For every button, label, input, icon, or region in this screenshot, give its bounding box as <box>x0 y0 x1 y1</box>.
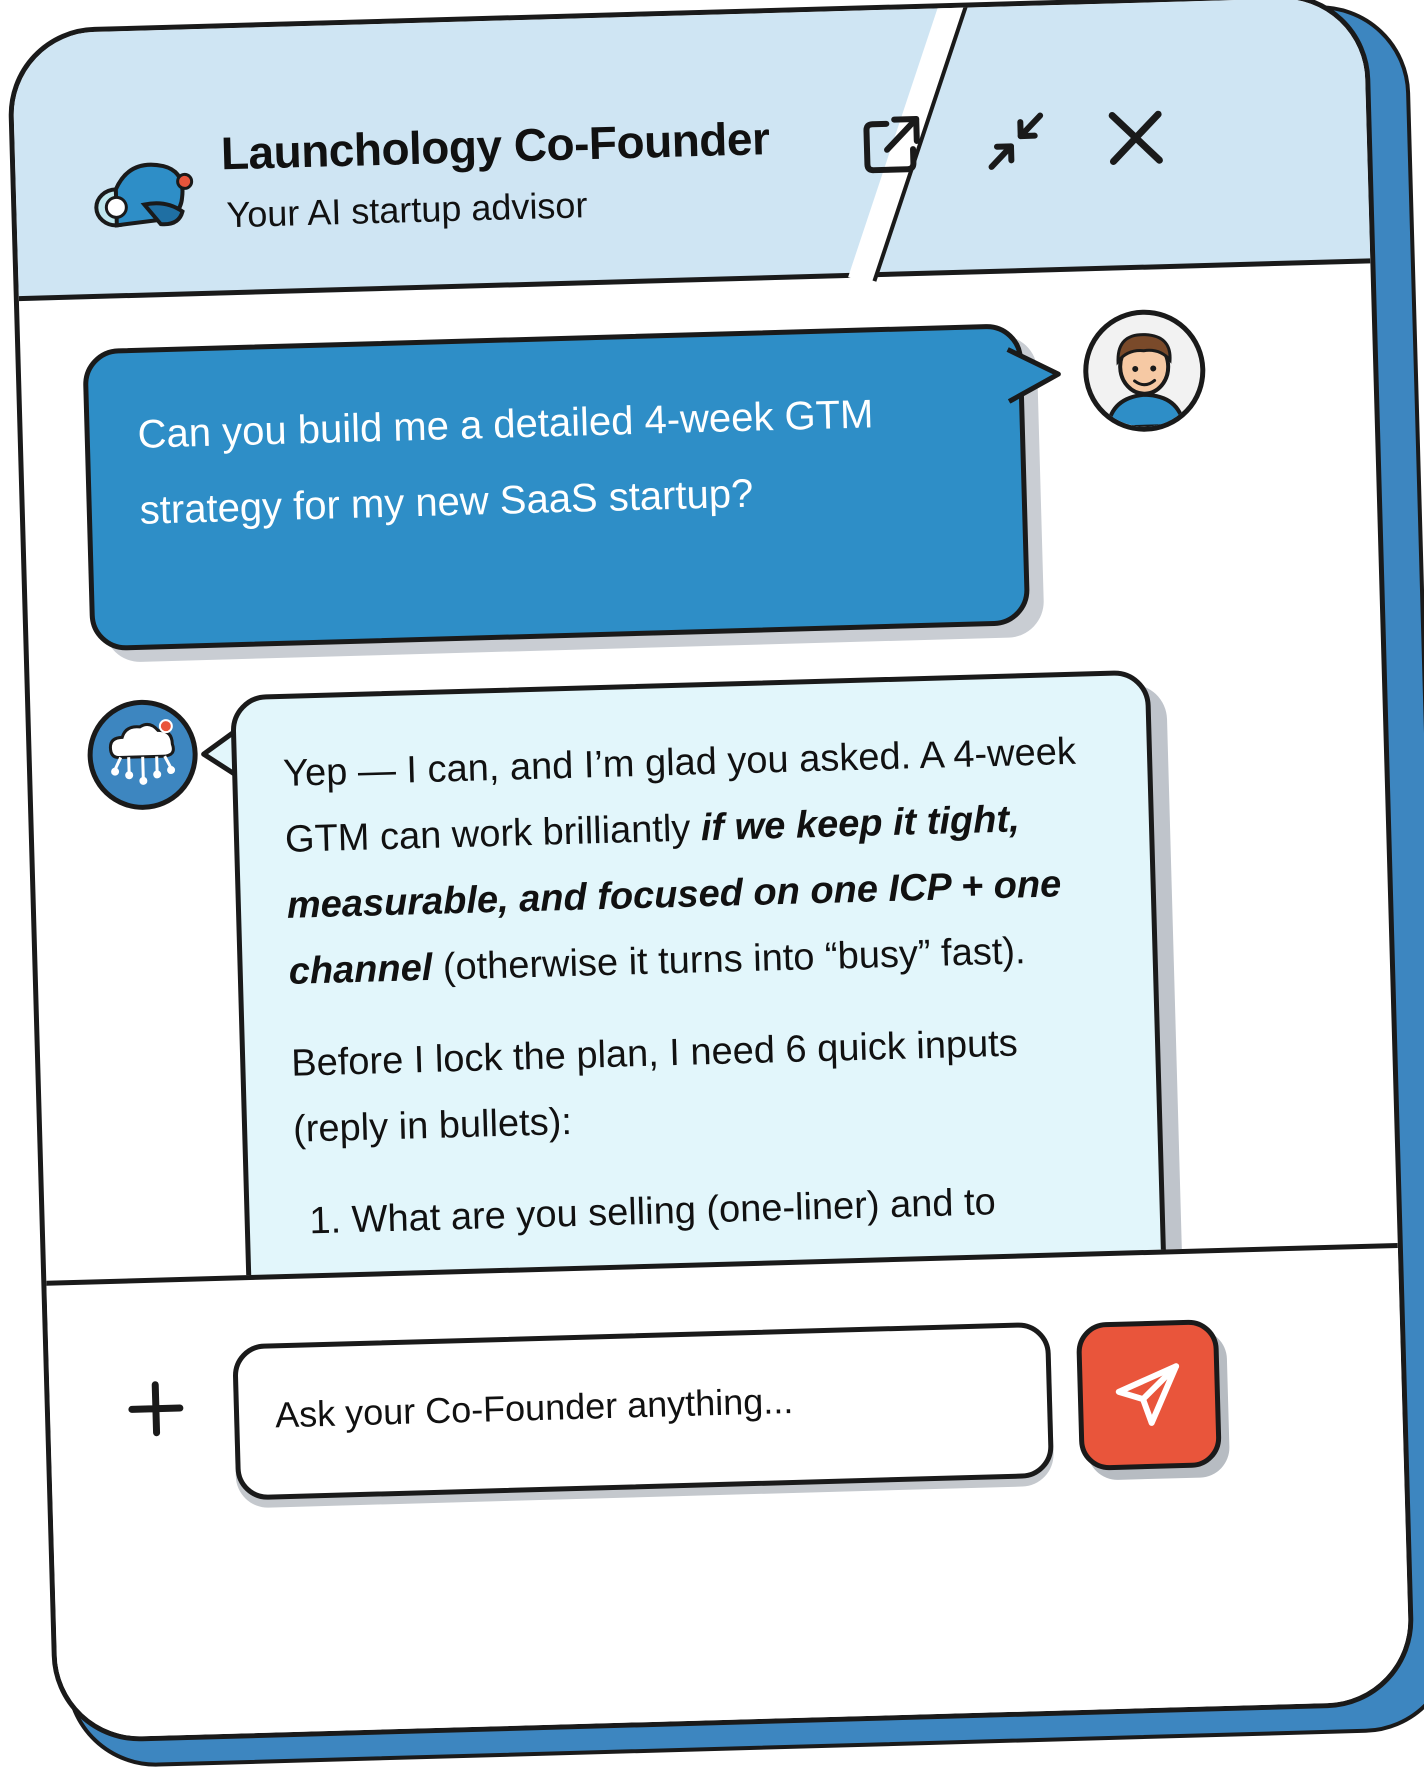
close-button[interactable] <box>1096 98 1176 178</box>
assistant-paragraph-1 <box>282 718 1119 1005</box>
assistant-avatar <box>86 698 199 811</box>
minimize-button[interactable] <box>976 101 1056 181</box>
message-input[interactable] <box>232 1322 1054 1501</box>
cloud-network-icon <box>91 703 194 806</box>
app-subtitle: Your AI startup advisor <box>226 184 588 236</box>
open-external-icon <box>858 111 926 179</box>
assistant-question-list <box>295 1166 1127 1255</box>
assistant-paragraph-2: Before I lock the plan, I need 6 quick inputs (reply in bullets): <box>290 1022 1019 1151</box>
user-message-text: Can you build me a detailed 4-week GTM strategy for my new SaaS startup? <box>137 392 874 533</box>
assistant-emphasis-text: if we keep it tight, measurable, and focused on one ICP + one channel <box>286 798 1062 993</box>
user-message-bubble <box>82 323 1030 651</box>
attach-button[interactable] <box>119 1372 193 1446</box>
minimize-icon <box>982 107 1050 175</box>
send-icon <box>1110 1356 1188 1434</box>
message-list[interactable] <box>19 263 1401 1400</box>
plus-icon <box>125 1378 187 1440</box>
assistant-message-text <box>282 718 1126 1255</box>
app-title: Launchology Co-Founder <box>220 112 771 180</box>
user-avatar <box>1082 308 1207 433</box>
list-item: 1. What are you selling (one-liner) and to <box>351 1166 1127 1254</box>
close-icon <box>1104 106 1168 170</box>
assistant-intro-text: Yep — I can, and I’m glad you asked. A 4-week GTM can work brilliantly <box>282 730 1077 861</box>
send-button[interactable] <box>1076 1319 1222 1471</box>
user-avatar-icon <box>1087 313 1202 428</box>
user-bubble-tail <box>1006 344 1066 404</box>
assistant-rest-text: (otherwise it turns into “busy” fast). <box>431 930 1027 989</box>
launchology-logo-icon <box>85 149 207 242</box>
chat-header <box>11 0 1370 301</box>
message-input-placeholder: Ask your Co-Founder anything... <box>274 1379 794 1436</box>
open-external-button[interactable] <box>852 105 932 185</box>
chat-window <box>6 0 1415 1744</box>
composer-bar <box>46 1243 1410 1744</box>
